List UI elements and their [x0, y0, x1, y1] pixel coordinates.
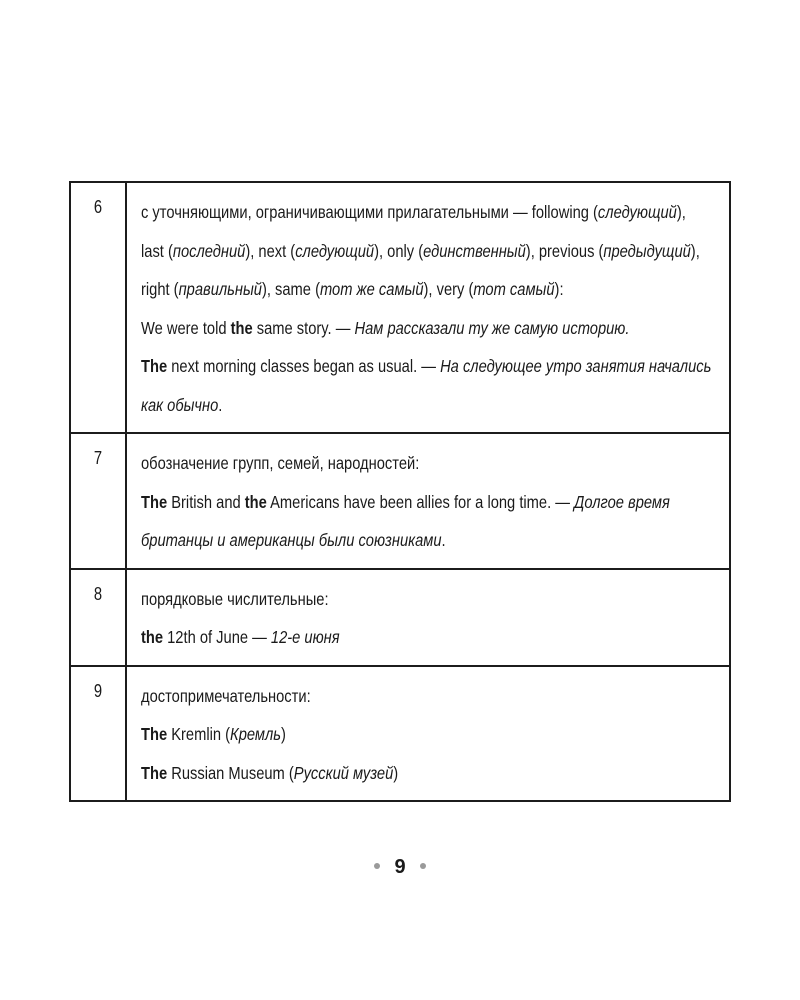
text-segment: ), previous ( — [525, 240, 604, 261]
grammar-table — [69, 181, 731, 802]
text-segment: Russian Museum ( — [167, 762, 294, 783]
text-line — [141, 193, 721, 232]
row-number: 6 — [75, 182, 121, 433]
article-bold: The — [141, 356, 168, 376]
text-segment: 12th of June — — [163, 627, 271, 647]
translation-italic: следующий — [295, 240, 375, 261]
grammar-table-body — [70, 182, 730, 801]
text-line — [141, 677, 721, 716]
translation-italic: Нам рассказали ту же самую историю. — [354, 317, 630, 338]
text-segment: right ( — [141, 279, 179, 299]
text-line — [141, 754, 721, 793]
text-segment: ) — [393, 762, 399, 783]
row-content — [126, 433, 730, 569]
text-segment: ), next ( — [245, 240, 296, 261]
text-line — [141, 309, 721, 348]
row-number: 7 — [75, 433, 121, 569]
text-segment: достопримечательности: — [141, 685, 311, 706]
text-segment: ), — [676, 202, 686, 222]
article-bold: The — [141, 762, 168, 783]
table-row — [70, 433, 730, 569]
row-number: 8 — [75, 569, 121, 666]
text-segment: . — [441, 530, 446, 550]
translation-italic: Русский музей — [293, 762, 394, 783]
article-bold: The — [141, 724, 168, 744]
text-segment: We were told — [141, 317, 231, 338]
left-dot-icon — [374, 863, 380, 869]
text-segment: same story. — — [252, 317, 355, 338]
text-segment: . — [218, 394, 223, 415]
row-content — [126, 569, 730, 666]
text-segment: last ( — [141, 240, 173, 261]
right-dot-icon — [420, 863, 426, 869]
translation-italic: предыдущий — [603, 240, 691, 261]
text-line — [141, 347, 721, 386]
row-content — [126, 182, 730, 433]
article-bold: The — [141, 491, 168, 512]
text-line — [141, 270, 721, 309]
text-line — [141, 444, 721, 483]
article-bold: the — [230, 317, 253, 338]
text-segment: ): — [554, 279, 564, 299]
article-bold: the — [141, 627, 164, 647]
text-segment: ), only ( — [374, 240, 424, 261]
text-line — [141, 580, 721, 619]
text-segment: ), very ( — [423, 279, 474, 299]
translation-italic: тот же самый — [319, 279, 424, 299]
translation-italic: 12-е июня — [270, 627, 340, 647]
translation-italic: британцы и американцы были союзниками — [141, 530, 442, 550]
text-segment: next morning classes began as usual. — — [167, 356, 441, 376]
translation-italic: тот самый — [473, 279, 555, 299]
translation-italic: правильный — [178, 279, 262, 299]
text-line — [141, 715, 721, 754]
translation-italic: Долгое время — [574, 491, 670, 512]
translation-italic: единственный — [423, 240, 526, 261]
text-segment: ), — [690, 240, 700, 261]
text-line — [141, 386, 721, 425]
text-segment: Americans have been allies for a long time. — — [266, 491, 575, 512]
translation-italic: Кремль — [230, 724, 281, 744]
table-row — [70, 666, 730, 802]
text-line — [141, 618, 721, 657]
row-content — [126, 666, 730, 802]
table-row — [70, 569, 730, 666]
page-number: 9 — [394, 856, 406, 878]
text-segment: обозначение групп, семей, народностей: — [141, 453, 420, 473]
translation-italic: последний — [172, 240, 246, 261]
article-bold: the — [244, 491, 267, 512]
page-footer — [0, 856, 800, 879]
text-segment: ) — [280, 724, 286, 744]
text-segment: ), same ( — [261, 279, 320, 299]
row-number: 9 — [75, 666, 121, 802]
text-line — [141, 521, 721, 560]
text-segment: British and — [167, 491, 245, 512]
text-line — [141, 232, 721, 271]
table-row — [70, 182, 730, 433]
text-line — [141, 483, 721, 522]
translation-italic: На следующее утро занятия начались — [440, 356, 712, 376]
text-segment: порядковые числительные: — [141, 588, 329, 609]
text-segment: с уточняющими, ограничивающими прилагательными — following ( — [141, 202, 598, 222]
text-segment: Kremlin ( — [167, 724, 231, 744]
translation-italic: следующий — [597, 202, 677, 222]
translation-italic: как обычно — [141, 394, 219, 415]
